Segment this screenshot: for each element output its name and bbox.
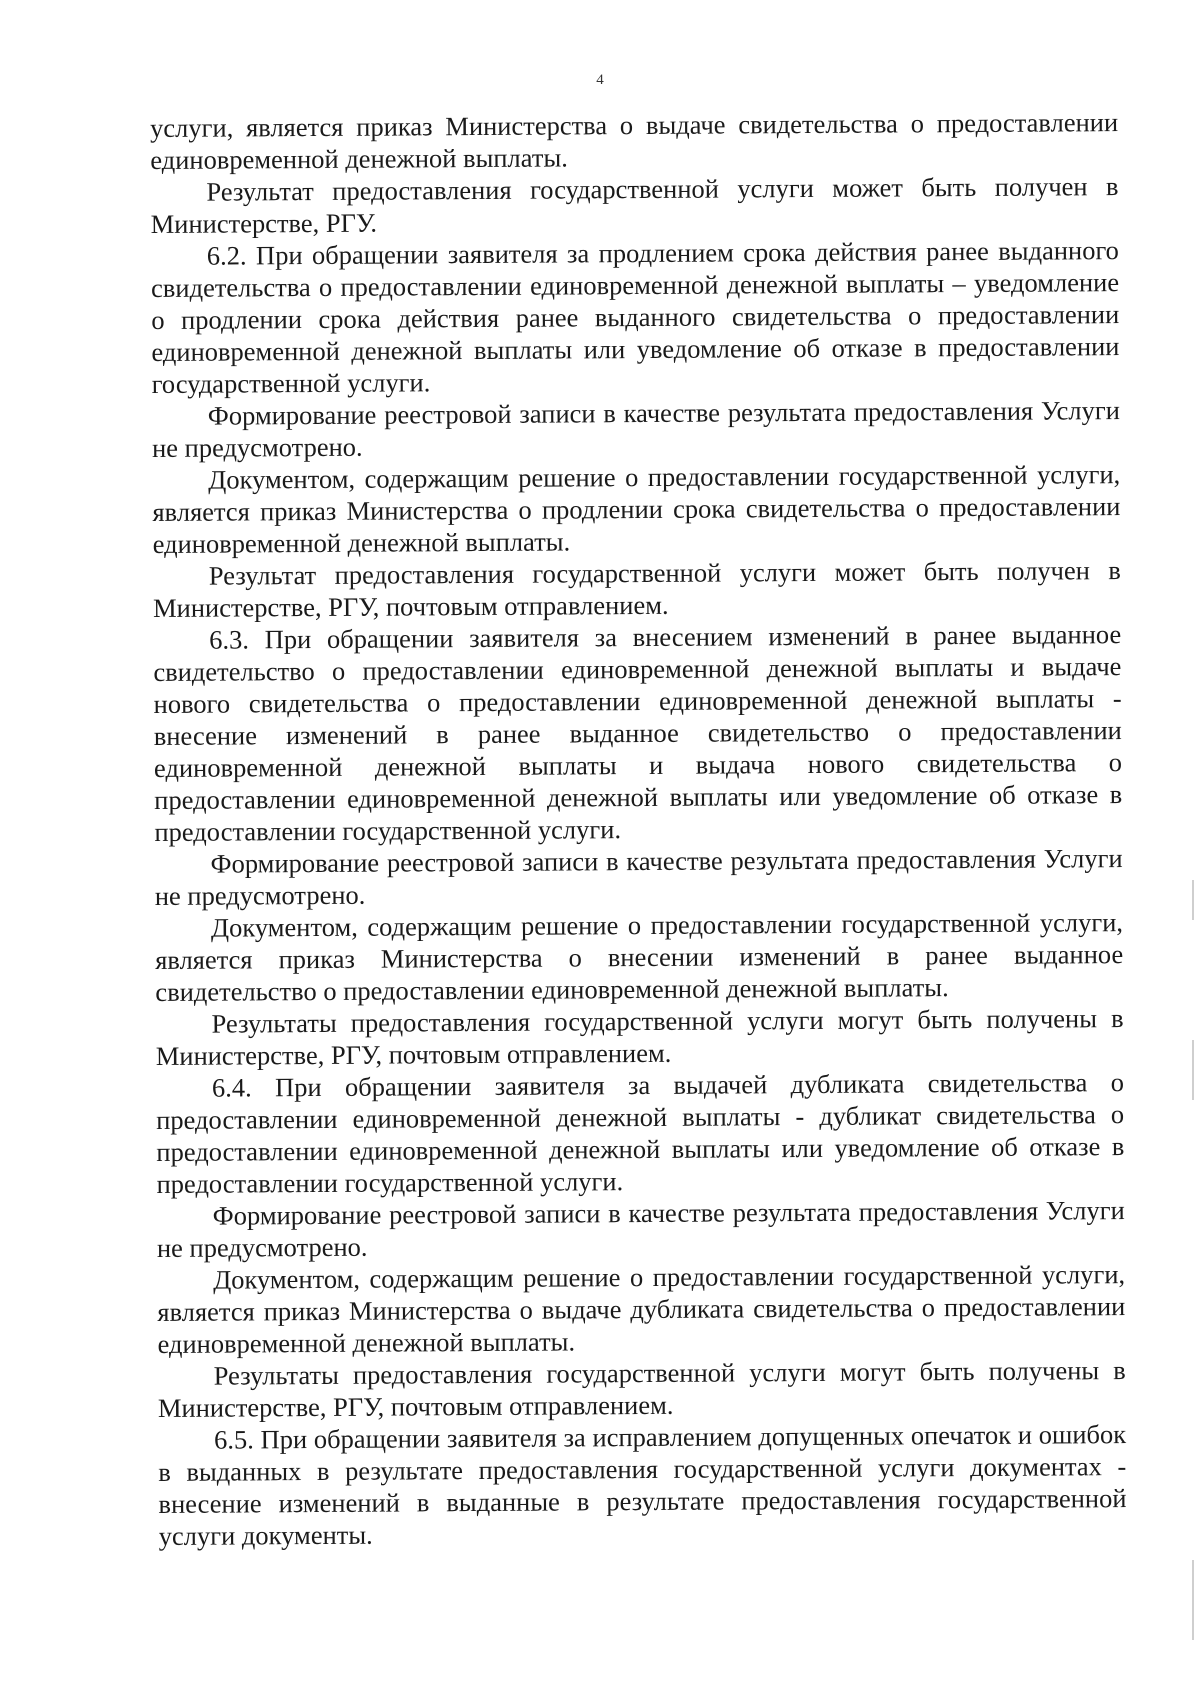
paragraph-13: Документом, содержащим решение о предоставлении государственной услуги, является приказ Министерства о выдаче дубликата свидетельства о предоставлении единовременной денежной выплаты. xyxy=(157,1259,1126,1359)
paragraph-1: услуги, является приказ Министерства о выдаче свидетельства о предоставлении единовременной денежной выплаты. xyxy=(150,107,1119,175)
scan-artifact-line xyxy=(1192,1040,1194,1100)
paragraph-2: Результат предоставления государственной услуги может быть получен в Министерстве, РГУ. xyxy=(150,171,1119,239)
document-body xyxy=(150,106,1127,1552)
paragraph-10: Результаты предоставления государственной услуги могут быть получены в Министерстве, РГУ, почтовым отправлением. xyxy=(155,1003,1124,1071)
scan-artifact-line xyxy=(1192,880,1194,920)
paragraph-8: Формирование реестровой записи в качестве результата предоставления Услуги не предусмотрено. xyxy=(154,843,1123,911)
paragraph-9: Документом, содержащим решение о предоставлении государственной услуги, является приказ Министерства о внесении изменений в ранее выданное свидетельство о предоставлении единовременной денежной выплаты. xyxy=(155,907,1124,1007)
paragraph-11: 6.4. При обращении заявителя за выдачей дубликата свидетельства о предоставлении единовременной денежной выплаты - дубликат свидетельства о предоставлении единовременной денежной выплаты или уведомление об отказе в предоставлении государственной услуги. xyxy=(156,1067,1125,1199)
paragraph-6: Результат предоставления государственной услуги может быть получен в Министерстве, РГУ, почтовым отправлением. xyxy=(152,555,1121,623)
paragraph-7: 6.3. При обращении заявителя за внесением изменений в ранее выданное свидетельство о предоставлении единовременной денежной выплаты и выдаче нового свидетельства о предоставлении единовременной денежной выплаты - внесение изменений в ранее выданное свидетельство о предоставлении единовременной денежной выплаты и выдача нового свидетельства о предоставлении единовременной денежной выплаты или уведомление об отказе в предоставлении государственной услуги. xyxy=(153,619,1123,847)
paragraph-3: 6.2. При обращении заявителя за продлением срока действия ранее выданного свидетельства о предоставлении единовременной денежной выплаты – уведомление о продлении срока действия ранее выданного свидетельства о предоставлении единовременной денежной выплаты или уведомление об отказе в предоставлении государственной услуги. xyxy=(150,235,1120,399)
paragraph-14: Результаты предоставления государственной услуги могут быть получены в Министерстве, РГУ, почтовым отправлением. xyxy=(157,1355,1126,1423)
paragraph-4: Формирование реестровой записи в качестве результата предоставления Услуги не предусмотрено. xyxy=(151,395,1120,463)
paragraph-12: Формирование реестровой записи в качестве результата предоставления Услуги не предусмотрено. xyxy=(156,1195,1125,1263)
paragraph-5: Документом, содержащим решение о предоставлении государственной услуги, является приказ Министерства о продлении срока свидетельства о предоставлении единовременной денежной выплаты. xyxy=(152,459,1121,559)
page-number: 4 xyxy=(596,72,604,88)
scan-artifact-line xyxy=(1192,1560,1194,1640)
paragraph-15: 6.5. При обращении заявителя за исправлением допущенных опечаток и ошибок в выданных в результате предоставления государственной услуги документах - внесение изменений в выданные в результате предоставления государственной услуги документы. xyxy=(158,1419,1127,1551)
